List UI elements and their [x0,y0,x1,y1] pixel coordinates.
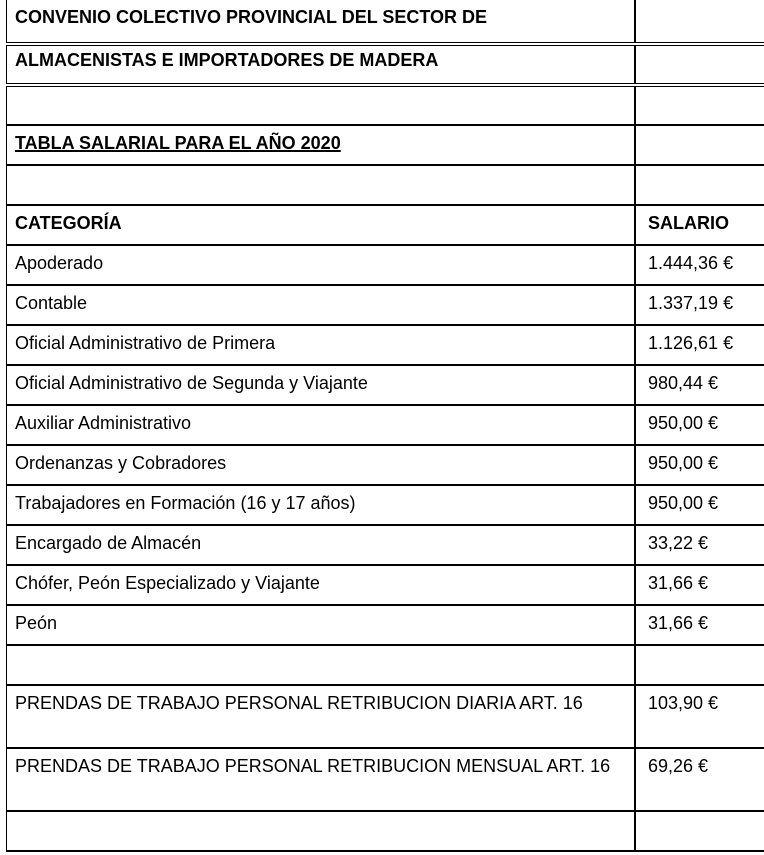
category-cell: Peón [6,606,636,644]
table-row [6,749,764,812]
salary-cell: 69,26 € [648,756,709,776]
document-title-line-1: CONVENIO COLECTIVO PROVINCIAL DEL SECTOR DE [6,0,636,42]
category-cell: Contable [6,286,636,324]
category-cell: Oficial Administrativo de Primera [6,326,636,364]
category-cell: PRENDAS DE TRABAJO PERSONAL RETRIBUCION MENSUAL ART. 16 [6,749,636,810]
table-title-row [6,126,764,166]
table-row [6,526,764,566]
category-cell: Oficial Administrativo de Segunda y Viajante [6,366,636,404]
empty-row [6,646,764,686]
column-header-category: CATEGORÍA [6,206,636,244]
title-row-1 [6,0,764,46]
table-row [6,286,764,326]
table-row [6,566,764,606]
empty-row [6,166,764,206]
table-row [6,486,764,526]
table-header-row [6,206,764,246]
category-cell: Ordenanzas y Cobradores [6,446,636,484]
salary-cell: 950,00 € [648,493,719,513]
salary-cell: 31,66 € [648,613,709,633]
table-row [6,326,764,366]
table-row [6,606,764,646]
column-header-salary: SALARIO [648,213,729,233]
salary-cell: 33,22 € [648,533,709,553]
table-row [6,406,764,446]
category-cell: Auxiliar Administrativo [6,406,636,444]
salary-table [6,0,764,852]
salary-cell: 1.444,36 € [648,253,734,273]
category-cell: PRENDAS DE TRABAJO PERSONAL RETRIBUCION DIARIA ART. 16 [6,686,636,747]
category-cell: Trabajadores en Formación (16 y 17 años) [6,486,636,524]
document-title-line-2: ALMACENISTAS E IMPORTADORES DE MADERA [6,46,636,83]
salary-cell: 950,00 € [648,413,719,433]
table-row [6,686,764,749]
salary-cell: 950,00 € [648,453,719,473]
salary-cell: 1.337,19 € [648,293,734,313]
salary-cell: 980,44 € [648,373,719,393]
table-row [6,366,764,406]
empty-row [6,812,764,852]
table-row [6,246,764,286]
category-cell: Chófer, Peón Especializado y Viajante [6,566,636,604]
salary-cell: 31,66 € [648,573,709,593]
salary-cell: 1.126,61 € [648,333,734,353]
salary-cell: 103,90 € [648,693,719,713]
empty-row [6,87,764,126]
category-cell: Encargado de Almacén [6,526,636,564]
table-title: TABLA SALARIAL PARA EL AÑO 2020 [15,133,341,153]
category-cell: Apoderado [6,246,636,284]
table-row [6,446,764,486]
title-row-2 [6,46,764,87]
